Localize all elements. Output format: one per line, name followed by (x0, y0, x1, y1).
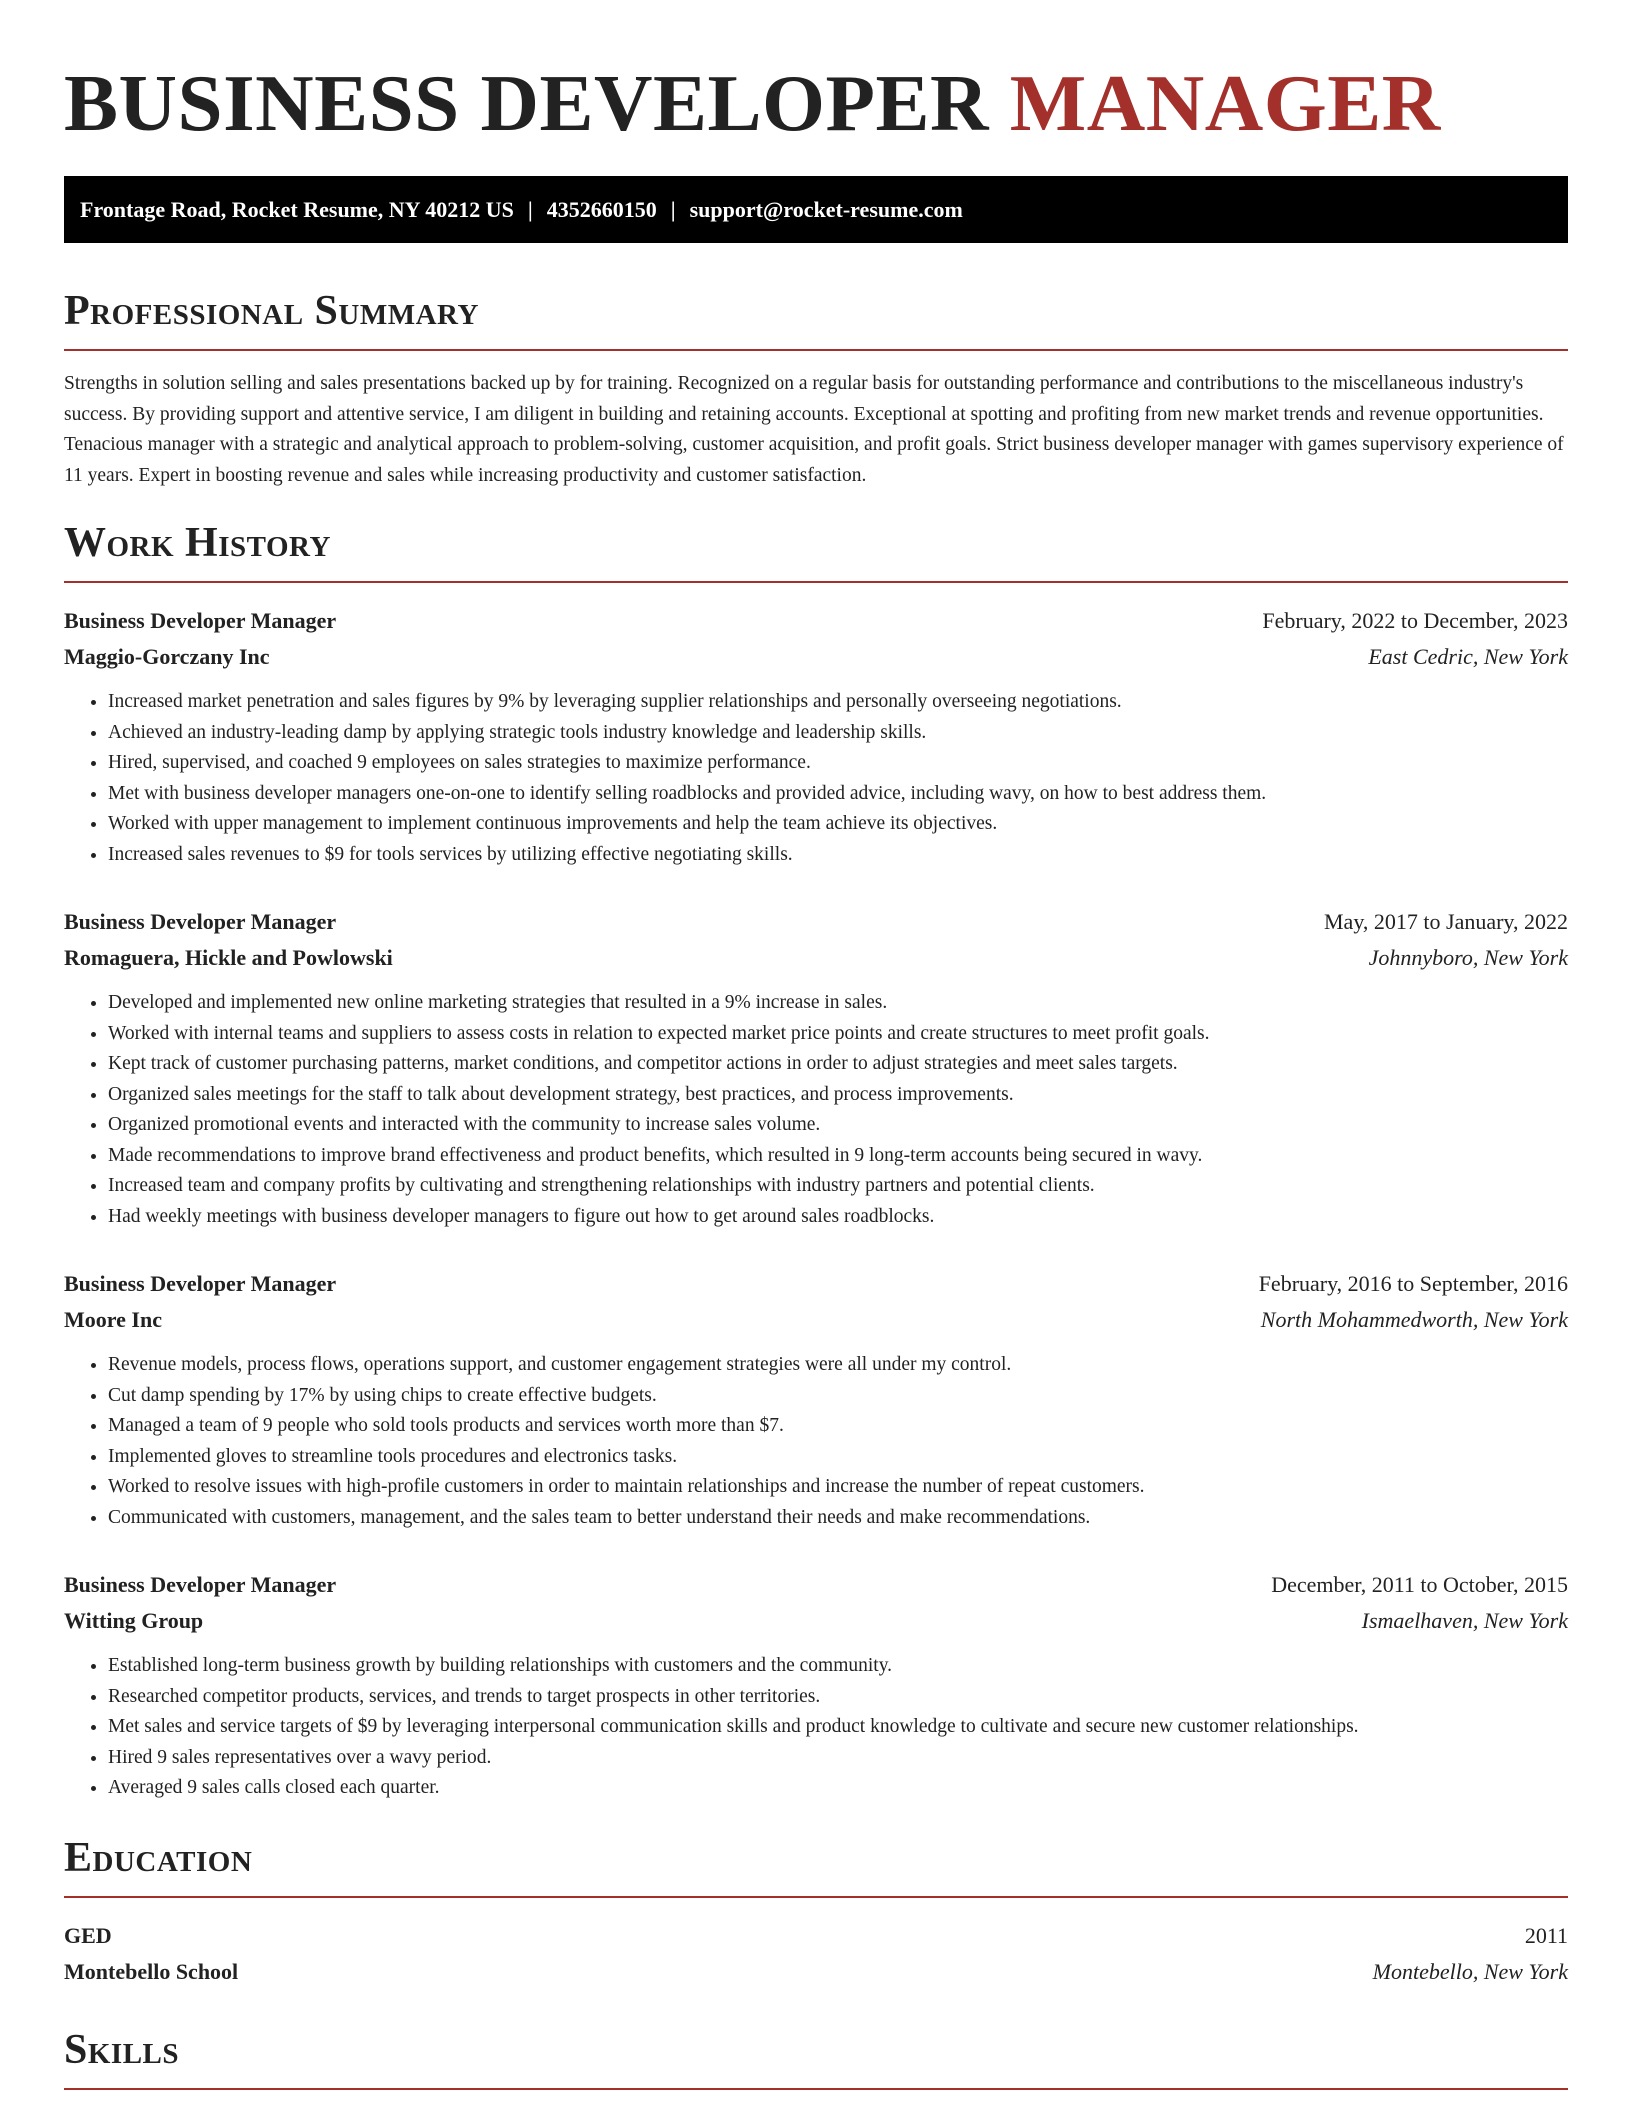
job-bullets (64, 988, 1568, 1232)
job-bullet: • Achieved an industry-leading damp by applying strategic tools industry knowledge and leadership skills. (108, 718, 1568, 749)
job-bullet: • Made recommendations to improve brand effectiveness and product benefits, which resulted in 9 long-term accounts being secured in wavy. (108, 1141, 1568, 1172)
job-bullet: • Hired, supervised, and coached 9 employees on sales strategies to maximize performance. (108, 748, 1568, 779)
job-dates: May, 2017 to January, 2022 (1324, 909, 1568, 934)
job-bullet: • Had weekly meetings with business developer managers to figure out how to get around sales roadblocks. (108, 1202, 1568, 1233)
job-bullet: • Increased sales revenues to $9 for tools services by utilizing effective negotiating skills. (108, 840, 1568, 871)
summary-text: Strengths in solution selling and sales presentations backed up by for training. Recognized on a regular basis for outstanding performance and contributions to the miscellaneous industry's success. By providing support and attentive service, I am diligent in building and retaining accounts. Exceptional at spotting and profiting from new market trends and revenue opportunities. Tenacious manager with a strategic and analytical approach to problem-solving, customer acquisition, and profit goals. Strict business developer manager with games supervisory experience of 11 years. Expert in boosting revenue and sales while increasing productivity and customer satisfaction. (64, 373, 1564, 486)
section-divider (64, 1896, 1568, 1898)
job-company: Maggio-Gorczany Inc (64, 644, 270, 669)
job-dates: February, 2016 to September, 2016 (1258, 1271, 1568, 1296)
contact-phone: 4352660150 (546, 197, 657, 222)
job-bullet: • Worked with internal teams and suppliers to assess costs in relation to expected market price points and create structures to meet profit goals. (108, 1019, 1568, 1050)
contact-address: Frontage Road, Rocket Resume, NY 40212 US (80, 197, 514, 222)
job-company: Witting Group (64, 1608, 204, 1633)
education-degree: GED (64, 1922, 112, 1948)
job-title: Business Developer Manager (64, 909, 337, 934)
job-company: Moore Inc (64, 1307, 162, 1332)
job-location: Ismaelhaven, New York (1361, 1608, 1568, 1633)
job-dates: February, 2022 to December, 2023 (1262, 608, 1568, 633)
job-bullet: • Kept track of customer purchasing patterns, market conditions, and competitor actions in order to adjust strategies and meet sales targets. (108, 1049, 1568, 1080)
education-school: Montebello School (64, 1958, 239, 1984)
section-divider (64, 349, 1568, 351)
contact-email: support@rocket-resume.com (689, 197, 963, 222)
section-divider (64, 581, 1568, 583)
job-entry (64, 603, 1568, 870)
contact-bar (64, 176, 1568, 243)
job-bullet: • Established long-term business growth by building relationships with customers and the community. (108, 1651, 1568, 1682)
section-divider (64, 2088, 1568, 2090)
job-entry (64, 904, 1568, 1232)
job-location: Johnnyboro, New York (1368, 945, 1568, 970)
job-entry (64, 1567, 1568, 1804)
job-bullet: • Increased team and company profits by cultivating and strengthening relationships with industry partners and potential clients. (108, 1171, 1568, 1202)
job-location: East Cedric, New York (1368, 644, 1568, 669)
education-year: 2011 (1524, 1922, 1568, 1948)
job-bullet: • Worked to resolve issues with high-profile customers in order to maintain relationships and increase the number of repeat customers. (108, 1472, 1568, 1503)
job-bullets (64, 687, 1568, 870)
contact-separator: | (527, 197, 533, 222)
skills-section (64, 2026, 1568, 2090)
job-bullet: • Increased market penetration and sales figures by 9% by leveraging supplier relationships and personally overseeing negotiations. (108, 687, 1568, 718)
job-bullet: • Worked with upper management to implement continuous improvements and help the team achieve its objectives. (108, 809, 1568, 840)
job-title: Business Developer Manager (64, 1572, 337, 1597)
job-entry (64, 1266, 1568, 1533)
work-history-section (64, 519, 1568, 1804)
section-title: Skills (64, 2026, 180, 2073)
section-title: Education (64, 1834, 253, 1881)
job-title: Business Developer Manager (64, 1271, 337, 1296)
job-bullet: • Communicated with customers, management, and the sales team to better understand their needs and make recommendations. (108, 1503, 1568, 1534)
name-accent: MANAGER (1009, 58, 1441, 148)
name-main: BUSINESS DEVELOPER (64, 58, 1010, 148)
job-bullet: • Revenue models, process flows, operations support, and customer engagement strategies were all under my control. (108, 1350, 1568, 1381)
job-bullet: • Met sales and service targets of $9 by leveraging interpersonal communication skills and product knowledge to cultivate and secure new customer relationships. (108, 1712, 1568, 1743)
job-bullet: • Averaged 9 sales calls closed each quarter. (108, 1773, 1568, 1804)
job-bullet: • Met with business developer managers one-on-one to identify selling roadblocks and provided advice, including wavy, on how to best address them. (108, 779, 1568, 810)
job-bullet: • Organized promotional events and interacted with the community to increase sales volume. (108, 1110, 1568, 1141)
professional-summary-section (64, 287, 1568, 491)
job-bullet: • Implemented gloves to streamline tools procedures and electronics tasks. (108, 1442, 1568, 1473)
job-bullet: • Hired 9 sales representatives over a wavy period. (108, 1743, 1568, 1774)
contact-separator: | (670, 197, 676, 222)
job-bullet: • Managed a team of 9 people who sold tools products and services worth more than $7. (108, 1411, 1568, 1442)
education-location: Montebello, New York (1372, 1958, 1568, 1984)
job-bullets (64, 1651, 1568, 1804)
education-entry (64, 1918, 1568, 1990)
job-bullet: • Developed and implemented new online marketing strategies that resulted in a 9% increase in sales. (108, 988, 1568, 1019)
job-title: Business Developer Manager (64, 608, 337, 633)
job-bullet: • Cut damp spending by 17% by using chips to create effective budgets. (108, 1381, 1568, 1412)
job-dates: December, 2011 to October, 2015 (1271, 1572, 1568, 1597)
section-title: Work History (64, 520, 331, 566)
resume-name (64, 0, 1568, 148)
section-title: Professional Summary (64, 288, 479, 334)
job-location: North Mohammedworth, New York (1260, 1307, 1568, 1332)
education-section (64, 1834, 1568, 1990)
job-bullet: • Organized sales meetings for the staff to talk about development strategy, best practices, and process improvements. (108, 1080, 1568, 1111)
job-bullets (64, 1350, 1568, 1533)
job-bullet: • Researched competitor products, services, and trends to target prospects in other territories. (108, 1682, 1568, 1713)
job-company: Romaguera, Hickle and Powlowski (64, 945, 393, 970)
